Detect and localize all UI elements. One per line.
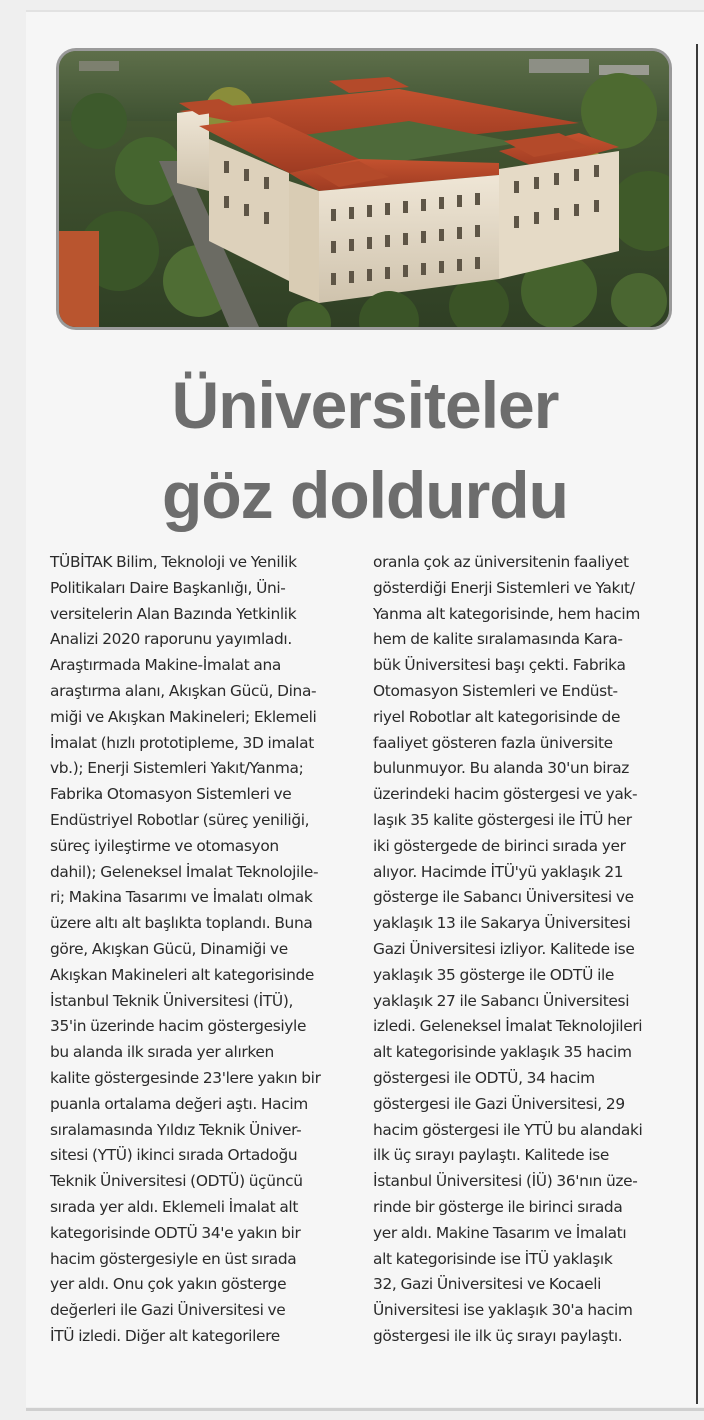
article-text-line: İmalat (hızlı prototipleme, 3D imalat bbox=[50, 733, 314, 752]
article-left-column bbox=[50, 550, 350, 1350]
article-text-line: dahil); Geleneksel İmalat Teknolojile- bbox=[50, 862, 319, 881]
article-text-line: Araştırmada Makine-İmalat ana bbox=[50, 656, 281, 675]
article-text-line: göstergesi ile ilk üç sırayı paylaştı. bbox=[373, 1326, 623, 1345]
article-text-line: göstergesi ile ODTÜ, 34 hacim bbox=[373, 1068, 595, 1087]
article-text-line: alıyor. Hacimde İTÜ'yü yaklaşık 21 bbox=[373, 862, 624, 881]
article-text-line: 32, Gazi Üniversitesi ve Kocaeli bbox=[373, 1275, 602, 1294]
article-text-line: kategorisinde ODTÜ 34'e yakın bir bbox=[50, 1223, 301, 1242]
article-photo-frame bbox=[56, 48, 672, 330]
article-headline bbox=[26, 360, 704, 540]
article-text-line: TÜBİTAK Bilim, Teknoloji ve Yenilik bbox=[50, 553, 297, 571]
article-text-line: yaklaşık 13 ile Sakarya Üniversitesi bbox=[373, 914, 631, 933]
article-text-line: yaklaşık 35 gösterge ile ODTÜ ile bbox=[373, 965, 615, 984]
article-text-line: Yanma alt kategorisinde, hem hacim bbox=[373, 604, 640, 623]
article-text-line: Politikaları Daire Başkanlığı, Üni- bbox=[50, 578, 286, 597]
article-text-line: sırada yer aldı. Eklemeli İmalat alt bbox=[50, 1197, 299, 1216]
article-text-line: üzerindeki hacim göstergesi ve yak- bbox=[373, 785, 638, 804]
article-text-line: Teknik Üniversitesi (ODTÜ) üçüncü bbox=[50, 1172, 303, 1191]
article-text-line: göre, Akışkan Gücü, Dinamiği ve bbox=[50, 939, 288, 958]
article-text-line: yer aldı. Makine Tasarım ve İmalatı bbox=[373, 1223, 627, 1242]
article-text-line: sıralamasında Yıldız Teknik Üniver- bbox=[50, 1120, 302, 1139]
column-divider bbox=[696, 44, 698, 1404]
article-text-line: faaliyet gösteren fazla üniversite bbox=[373, 733, 613, 752]
article-text-line: riyel Robotlar alt kategorisinde de bbox=[373, 707, 621, 726]
article-text-line: versitelerin Alan Bazında Yetkinlik bbox=[50, 604, 297, 623]
article-text-line: hem de kalite sıralamasında Kara- bbox=[373, 630, 623, 649]
article-text-line: hacim göstergesi ile YTÜ bu alandaki bbox=[373, 1120, 643, 1139]
article-text-line: süreç iyileştirme ve otomasyon bbox=[50, 836, 279, 855]
article-text-line: izledi. Geleneksel İmalat Teknolojileri bbox=[373, 1017, 643, 1036]
article-text-line: rinde bir gösterge ile birinci sırada bbox=[373, 1197, 623, 1216]
article-text-line: değerleri ile Gazi Üniversitesi ve bbox=[50, 1301, 286, 1320]
article-text-line: Üniversitesi ise yaklaşık 30'a hacim bbox=[373, 1301, 633, 1320]
campus-aerial-photo bbox=[59, 51, 669, 327]
article-text-line: bu alanda ilk sırada yer alırken bbox=[50, 1043, 274, 1062]
article-right-column bbox=[373, 550, 678, 1350]
article-text-line: laşık 35 kalite göstergesi ile İTÜ her bbox=[373, 810, 632, 829]
article-text-line: yaklaşık 27 ile Sabancı Üniversitesi bbox=[373, 991, 630, 1010]
article-text-line: Akışkan Makineleri alt kategorisinde bbox=[50, 965, 315, 984]
article-text-line: alt kategorisinde ise İTÜ yaklaşık bbox=[373, 1249, 613, 1268]
article-text-line: hacim göstergesiyle en üst sırada bbox=[50, 1249, 297, 1268]
article-text-line: iki göstergede de birinci sırada yer bbox=[373, 836, 626, 855]
article-text-line: ri; Makina Tasarımı ve İmalatı olmak bbox=[50, 888, 313, 907]
article-text-line: 35'in üzerinde hacim göstergesiyle bbox=[50, 1017, 307, 1036]
article-text-line: vb.); Enerji Sistemleri Yakıt/Yanma; bbox=[50, 759, 304, 778]
article-text-line: miği ve Akışkan Makineleri; Eklemeli bbox=[50, 707, 317, 726]
article-text-line: sitesi (YTÜ) ikinci sırada Ortadoğu bbox=[50, 1146, 298, 1165]
article-text-line: Endüstriyel Robotlar (süreç yeniliği, bbox=[50, 810, 310, 829]
article-text-line: kalite göstergesinde 23'lere yakın bir bbox=[50, 1068, 321, 1087]
headline-line-2: göz doldurdu bbox=[162, 458, 568, 532]
article-text-line: üzere altı alt başlıkta toplandı. Buna bbox=[50, 914, 313, 933]
article-text-line: Otomasyon Sistemleri ve Endüst- bbox=[373, 681, 618, 700]
article-text-line: Analizi 2020 raporunu yayımladı. bbox=[50, 630, 292, 649]
article-text-line: İstanbul Teknik Üniversitesi (İTÜ), bbox=[50, 991, 294, 1010]
article-text-line: göstergesi ile Gazi Üniversitesi, 29 bbox=[373, 1094, 625, 1113]
article-text-line: ilk üç sırayı paylaştı. Kalitede ise bbox=[373, 1146, 610, 1165]
article-text-line: Gazi Üniversitesi izliyor. Kalitede ise bbox=[373, 939, 635, 958]
article-text-line: puanla ortalama değeri aştı. Hacim bbox=[50, 1094, 308, 1113]
article-text-line: İstanbul Üniversitesi (İÜ) 36'nın üze- bbox=[373, 1172, 638, 1191]
article-text-line: bulunmuyor. Bu alanda 30'un biraz bbox=[373, 759, 630, 778]
article-text-line: bük Üniversitesi başı çekti. Fabrika bbox=[373, 656, 626, 675]
article-text-line: alt kategorisinde yaklaşık 35 hacim bbox=[373, 1043, 632, 1062]
page-bottom-rule bbox=[26, 1408, 704, 1411]
article-text-line: gösterdiği Enerji Sistemleri ve Yakıt/ bbox=[373, 578, 635, 597]
headline-line-1: Üniversiteler bbox=[171, 368, 559, 442]
article-text-line: gösterge ile Sabancı Üniversitesi ve bbox=[373, 888, 634, 907]
article-text-line: İTÜ izledi. Diğer alt kategorilere bbox=[50, 1326, 280, 1345]
article-text-line: oranla çok az üniversitenin faaliyet bbox=[373, 553, 629, 571]
article-text-line: Fabrika Otomasyon Sistemleri ve bbox=[50, 785, 292, 804]
article-text-line: yer aldı. Onu çok yakın gösterge bbox=[50, 1275, 287, 1294]
article-text-line: araştırma alanı, Akışkan Gücü, Dina- bbox=[50, 681, 317, 700]
